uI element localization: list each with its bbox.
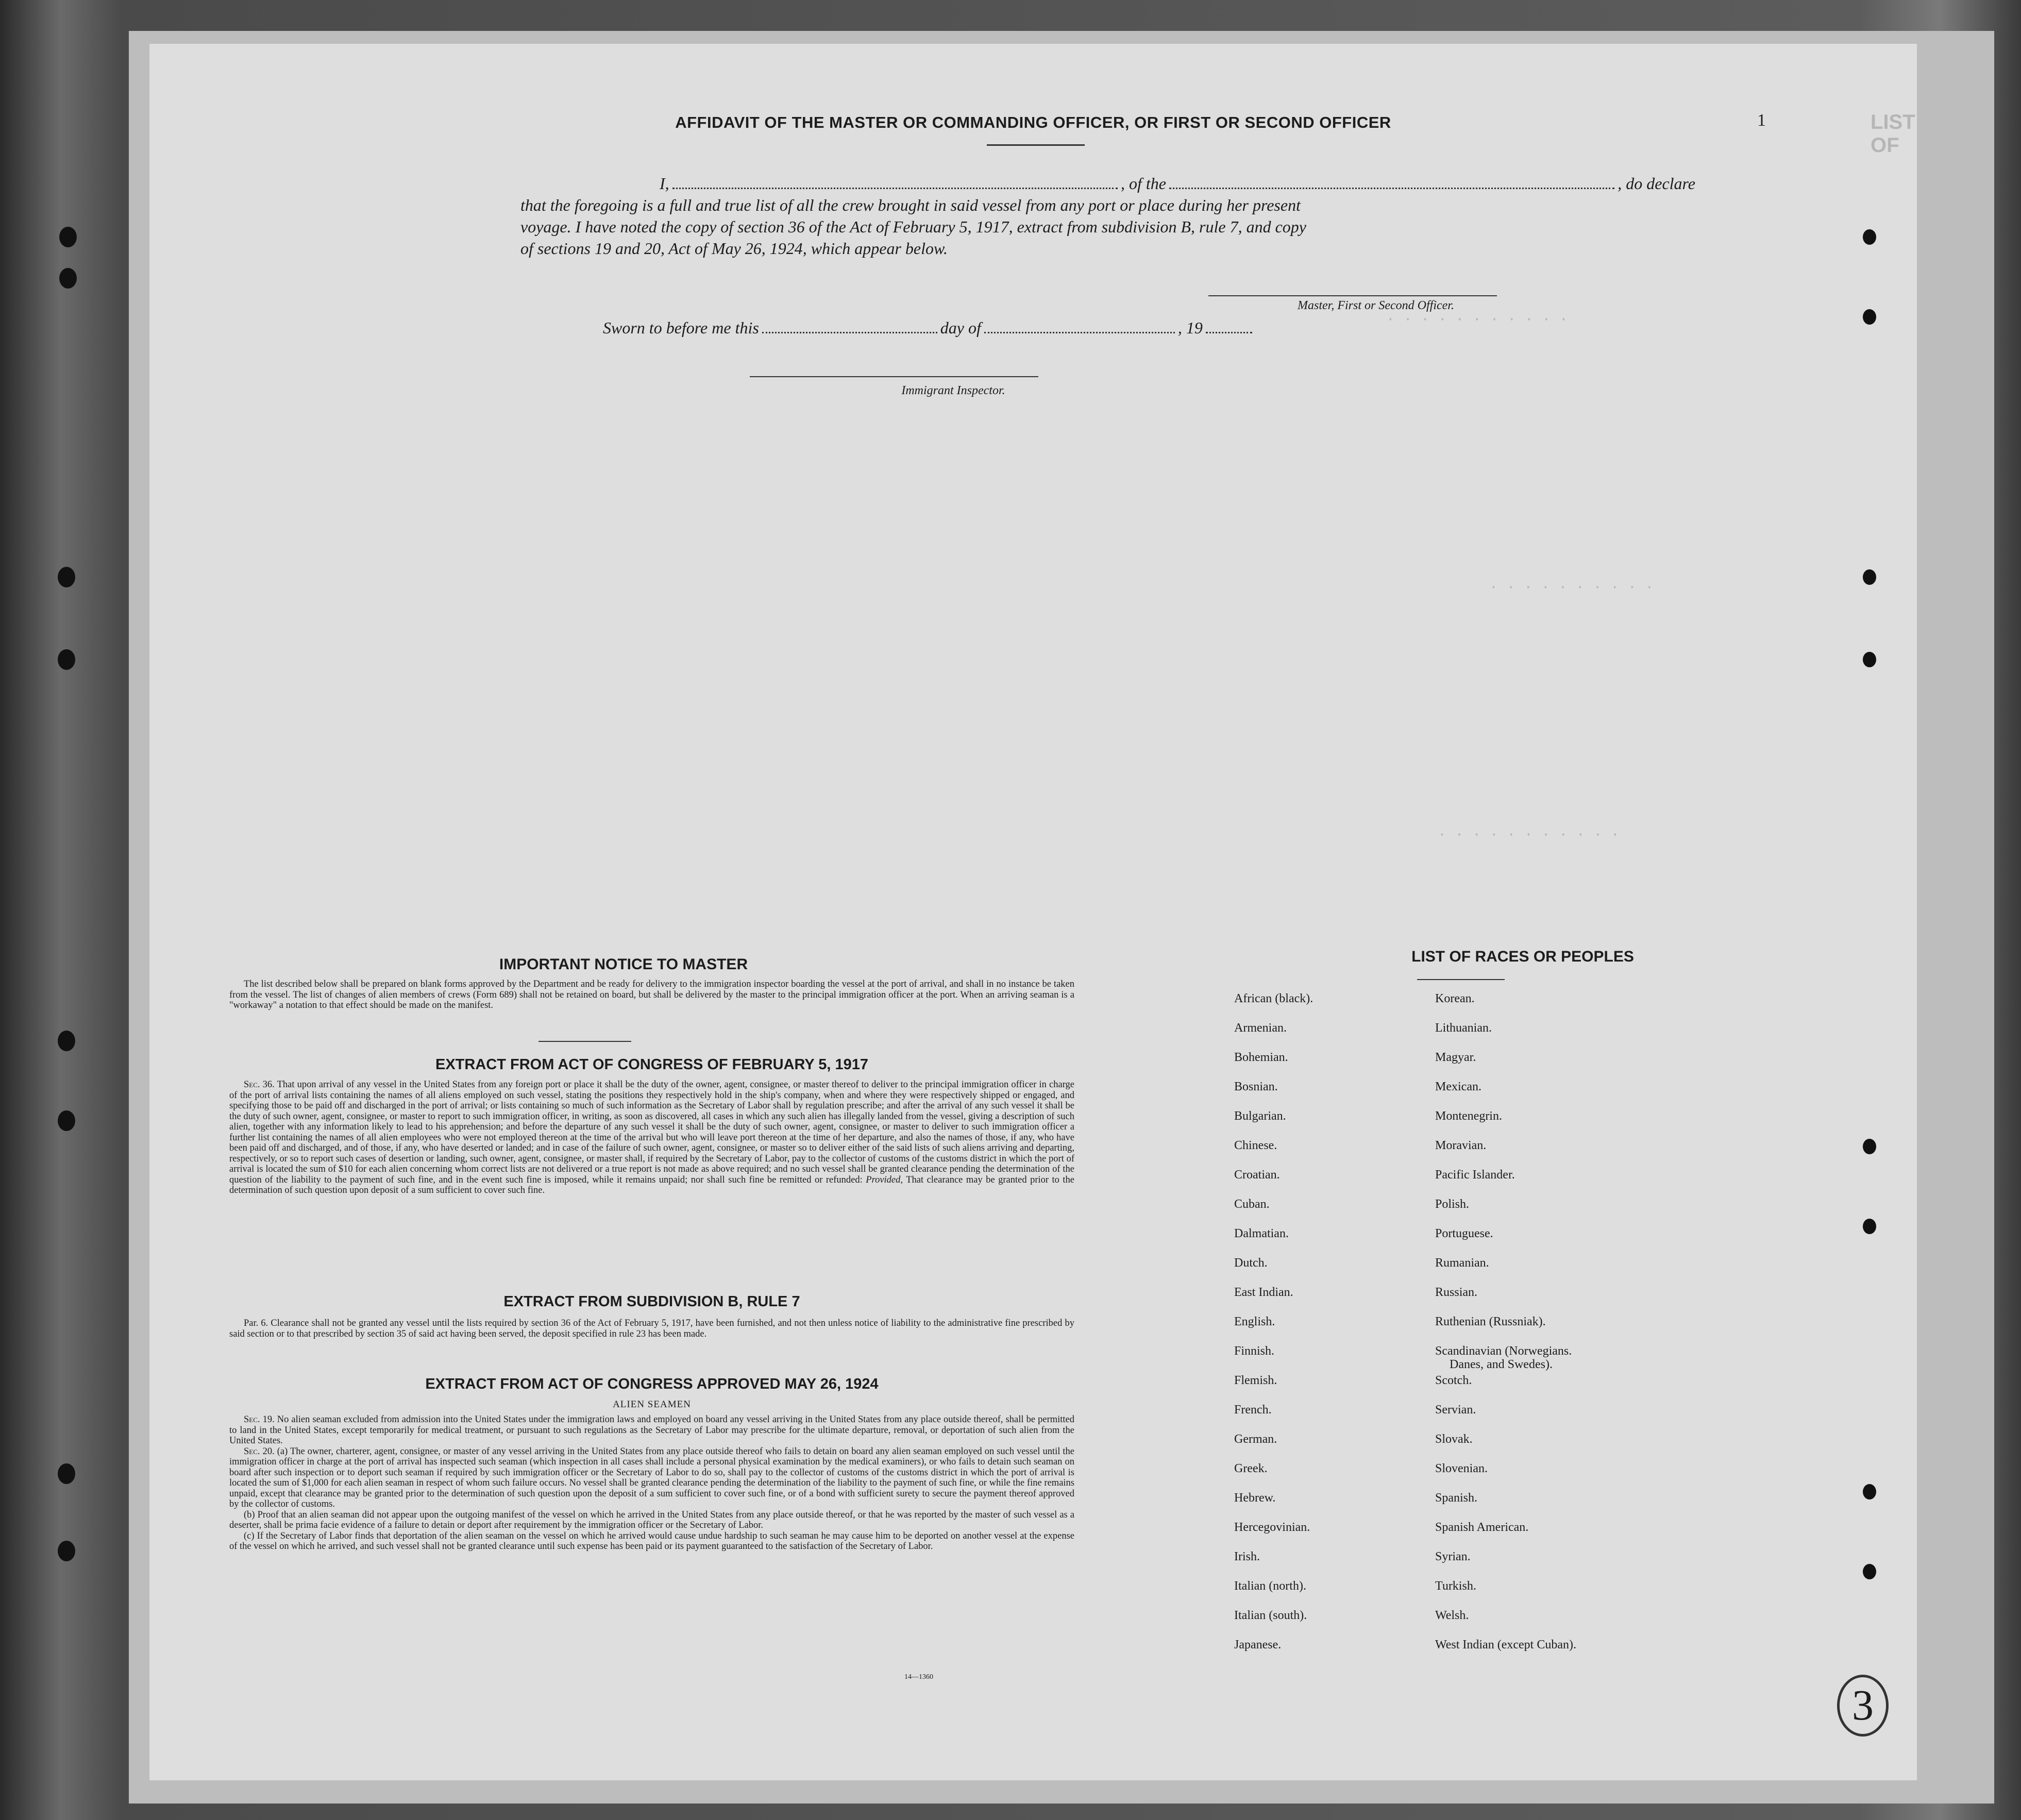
race-item: Armenian. [1234,1021,1287,1035]
section-label: Sec. 20. [244,1446,275,1457]
declaration [520,173,1695,259]
race-item: Italian (south). [1234,1609,1307,1622]
extract-1917-title: EXTRACT FROM ACT OF CONGRESS OF FEBRUARY 5, 1917 [435,1056,869,1073]
notice-title: IMPORTANT NOTICE TO MASTER [499,956,748,973]
master-signature-line[interactable] [1208,295,1497,296]
section-19-text: No alien seaman excluded from admission into the United States under the immigration laws and employed on board any vessel arriving in the United States from any place outside thereof, shall be permitted to land in the United States, except temporarily for medical treatment, or pursuant to such regulations as the Secretary of Labor may prescribe for the ultimate departure, removal, or deportation of such alien from the United States. [229,1414,1074,1446]
bleed-through-text: LIST OF [1871,111,1915,157]
title-rule [987,144,1085,146]
race-item: Japanese. [1234,1638,1282,1652]
race-item: Pacific Islander. [1435,1168,1515,1182]
binder-hole [58,1031,75,1051]
race-item: Chinese. [1234,1139,1277,1152]
binder-hole [59,268,77,289]
inspector-signature-line[interactable] [750,376,1038,377]
race-item: Hebrew. [1234,1491,1276,1505]
inspector-signature-label: Immigrant Inspector. [901,384,1005,397]
race-item: Welsh. [1435,1609,1469,1622]
race-item: English. [1234,1315,1275,1328]
binder-hole [58,1463,75,1484]
provided-word: Provided, [866,1174,903,1185]
race-item: Magyar. [1435,1051,1476,1064]
section-20b-text: (b) Proof that an alien seaman did not appear upon the outgoing manifest of the vessel on which he arrived in the United States from any place outside thereof, or that he was reported by the master of such vessel as a deserter, shall be prima facie evidence of a failure to detain or deport after requirement by the immigration officer or the Secretary of Labor. [229,1509,1074,1530]
bleed-through-text: · · · · · · · · · · · [1438,827,1620,843]
race-item: Korean. [1435,992,1475,1005]
document-page [149,44,1917,1780]
race-item: Italian (north). [1234,1579,1306,1593]
binder-hole [1863,229,1876,245]
race-item: West Indian (except Cuban). [1435,1638,1576,1652]
extract-rule7-title: EXTRACT FROM SUBDIVISION B, RULE 7 [503,1293,800,1310]
circled-page-number: 3 [1837,1675,1889,1737]
race-item: Slovak. [1435,1433,1473,1446]
races-rule [1417,979,1505,980]
extract-1924-title: EXTRACT FROM ACT OF CONGRESS APPROVED MAY 26, 1924 [425,1376,879,1392]
race-item: Scotch. [1435,1374,1472,1387]
race-item: Greek. [1234,1462,1268,1475]
races-column-b [1435,992,1631,1667]
race-item: Montenegrin. [1435,1109,1502,1123]
section-36-text-end: That clearance may be granted prior to the determination of such question upon deposit of a sum sufficient to cover such fine. [229,1174,1075,1195]
race-item: Slovenian. [1435,1462,1488,1475]
sworn-year-blank[interactable] [1206,318,1252,333]
race-item: Bohemian. [1234,1051,1288,1064]
declaration-line: of sections 19 and 20, Act of May 26, 1924, which appear below. [520,239,948,258]
declaration-line: that the foregoing is a full and true list of all the crew brought in said vessel from any port or place during her present [520,196,1301,214]
races-column-a [1234,992,1430,1667]
race-item: Croatian. [1234,1168,1280,1182]
race-item: Moravian. [1435,1139,1487,1152]
race-item: Ruthenian (Russniak). [1435,1315,1546,1328]
binder-hole [1863,1139,1876,1154]
section-label: Sec. 19. [244,1414,275,1425]
rule7-paragraph: Par. 6. Clearance shall not be granted any vessel until the lists required by section 36 of the Act of February 5, 1917, have been furnished, and not then unless notice of liability to the administrative fine prescribed by said section or to that prescribed by section 35 of said act having been served, the deposit specified in rule 23 has been made. [229,1318,1074,1339]
race-item: African (black). [1234,992,1313,1005]
binder-hole [58,567,75,587]
extract-1917-text [229,1080,1074,1196]
race-item: French. [1234,1403,1272,1417]
affidavit-title: AFFIDAVIT OF THE MASTER OR COMMANDING OFFICER, OR FIRST OR SECOND OFFICER [675,113,1391,131]
race-item: Dalmatian. [1234,1227,1289,1240]
declarant-label: I, [660,174,669,193]
sworn-label: Sworn to before me this [603,318,759,337]
binder-hole [1863,1484,1876,1499]
declarant-name-blank[interactable] [672,174,1118,189]
do-declare-label: , do declare [1618,174,1695,193]
race-item: German. [1234,1433,1277,1446]
race-item: Finnish. [1234,1344,1275,1358]
binder-hole [1863,652,1876,667]
race-item: Irish. [1234,1550,1260,1563]
year-label: , 19 [1177,318,1203,337]
section-20c-text: (c) If the Secretary of Labor finds that deportation of the alien seaman on the vessel on which he arrived would cause undue hardship to such seaman he may cause him to be deported on another vessel at the expense of the vessel on which he arrived, and such vessel shall not be granted clearance until such expense has been paid or its payment guaranteed to the satisfaction of the Secretary of Labor. [229,1530,1074,1552]
race-item: Flemish. [1234,1374,1277,1387]
page-number: 1 [1757,111,1766,130]
notice-text [229,979,1074,1011]
race-item: Rumanian. [1435,1256,1489,1270]
vessel-name-blank[interactable] [1169,174,1614,189]
binder-hole [58,649,75,670]
master-signature-label: Master, First or Second Officer. [1298,299,1454,312]
binder-hole [58,1541,75,1561]
race-item: Hercegovinian. [1234,1521,1310,1534]
alien-seamen-subtitle: ALIEN SEAMEN [613,1399,691,1410]
race-item: Bulgarian. [1234,1109,1286,1123]
sworn-month-blank[interactable] [984,318,1175,333]
notice-paragraph: The list described below shall be prepared on blank forms approved by the Department and be ready for delivery to the immigration inspector boarding the vessel at the port of arrival, and shall in no instance be taken from the vessel. The list of changes of alien members of crews (Form 689) shall not be retained on board, but shall be delivered by the master to the principal immigration officer at the port. When an arriving seaman is a "workaway" a notation to that effect should be made on the manifest. [229,979,1074,1010]
race-item: Bosnian. [1234,1080,1278,1093]
race-item: Mexican. [1435,1080,1481,1093]
binder-hole [59,227,77,247]
race-item: Dutch. [1234,1256,1268,1270]
section-36-text: That upon arrival of any vessel in the United States from any foreign port or place it shall be the duty of the owner, agent, consignee, or master thereof to deliver to the principal immigration officer in charge of the port of arrival lists containing the names of all aliens employed on such vessel, stating the positions they respectively hold in the ship's company, when and where they were respectively shipped or engaged, and specifying those to be paid off and discharged in the port of arrival; or lists containing so much of such information as the Secretary of Labor shall by regulation prescribe; and after the arrival of any such vessel it shall be the duty of such owner, agent, consignee, or master to report to such immigration officer, in writing, as soon as discovered, all cases in which any such alien has illegally landed from the vessel, giving a description of such alien, together with any information likely to lead to his apprehension; and before the departure of any such vessel it shall be the duty of such owner, agent, consignee, or master to deliver to such immigration officer a further list containing the names of all alien employees who were not employed thereon at the time of the arrival but who will leave port thereon at the time of her departure, and also the names of those, if any, who have been paid off and discharged, and of those, if any, who have deserted or landed; and in case of the failure of such owner, agent, consignee, or master so to deliver either of the said lists of such aliens arriving and departing, respectively, or so to report such cases of desertion or landing, such owner, agent, consignee, or master shall, if required by the Secretary of Labor, pay to the collector of customs of the customs district in which the port of arrival is located the sum of $10 for each alien concerning whom correct lists are not delivered or a true report is not made as above required; and no such vessel shall be granted clearance pending the determination of the question of the liability to the payment of such fine, and in the event such fine is imposed, while it remains unpaid; nor shall such fine be remitted or refunded: [229,1080,1074,1185]
race-item: Cuban. [1234,1198,1270,1211]
bleed-through-text: · · · · · · · · · · · [1386,312,1568,328]
race-item: Scandinavian (Norwegians. Danes, and Swedes). [1435,1344,1631,1374]
binder-hole [1863,569,1876,585]
sworn-day-blank[interactable] [762,318,937,333]
race-item: Syrian. [1435,1550,1471,1563]
race-item: Lithuanian. [1435,1021,1492,1035]
race-item: Servian. [1435,1403,1476,1417]
race-item: Portuguese. [1435,1227,1493,1240]
race-item-continuation: Danes, and Swedes). [1450,1358,1553,1371]
sworn-line [603,317,1479,339]
race-item: East Indian. [1234,1286,1293,1299]
section-rule [538,1041,631,1042]
section-label: Sec. 36. [244,1080,275,1090]
race-item: Turkish. [1435,1579,1476,1593]
races-title: LIST OF RACES OR PEOPLES [1411,948,1634,965]
day-of-label: day of [940,318,981,337]
declaration-line: voyage. I have noted the copy of section 36 of the Act of February 5, 1917, extract from subdivision B, rule 7, and copy [520,217,1306,236]
of-the-label: , of the [1120,174,1166,193]
extract-rule7-text [229,1318,1074,1339]
binder-hole [58,1110,75,1131]
binder-hole [1863,1564,1876,1579]
race-item: Spanish American. [1435,1521,1529,1534]
binder-hole [1863,309,1876,325]
binder-hole [1863,1219,1876,1234]
race-item: Spanish. [1435,1491,1478,1505]
form-code: 14—1360 [904,1673,933,1681]
race-item: Polish. [1435,1198,1470,1211]
section-20a-text: (a) The owner, charterer, agent, consignee, or master of any vessel arriving in the United States from any place outside thereof who fails to detain on board any alien seaman employed on such vessel until the immigration officer in charge at the port of arrival has inspected such seaman (which inspection in all cases shall include a personal physical examination by the medical examiners), or who fails to detain such seaman on board after such inspection or to deport such seaman if required by such immigration officer or the Secretary of Labor to do so, shall pay to the collector of customs of the customs district in which the port of arrival is located the sum of $1,000 for each alien seaman in respect of whom such failure occurs. No vessel shall be granted clearance pending the determination of the liability to the payment of such fine, or while the fine remains unpaid, except that clearance may be granted prior to the determination of such question upon the deposit of a sum sufficient to cover such fine, or of a bond with sufficient surety to secure the payment thereof approved by the collector of customs. [229,1446,1075,1509]
race-item: Russian. [1435,1286,1478,1299]
bleed-through-text: · · · · · · · · · · [1489,580,1654,596]
extract-1924-text [229,1414,1074,1552]
